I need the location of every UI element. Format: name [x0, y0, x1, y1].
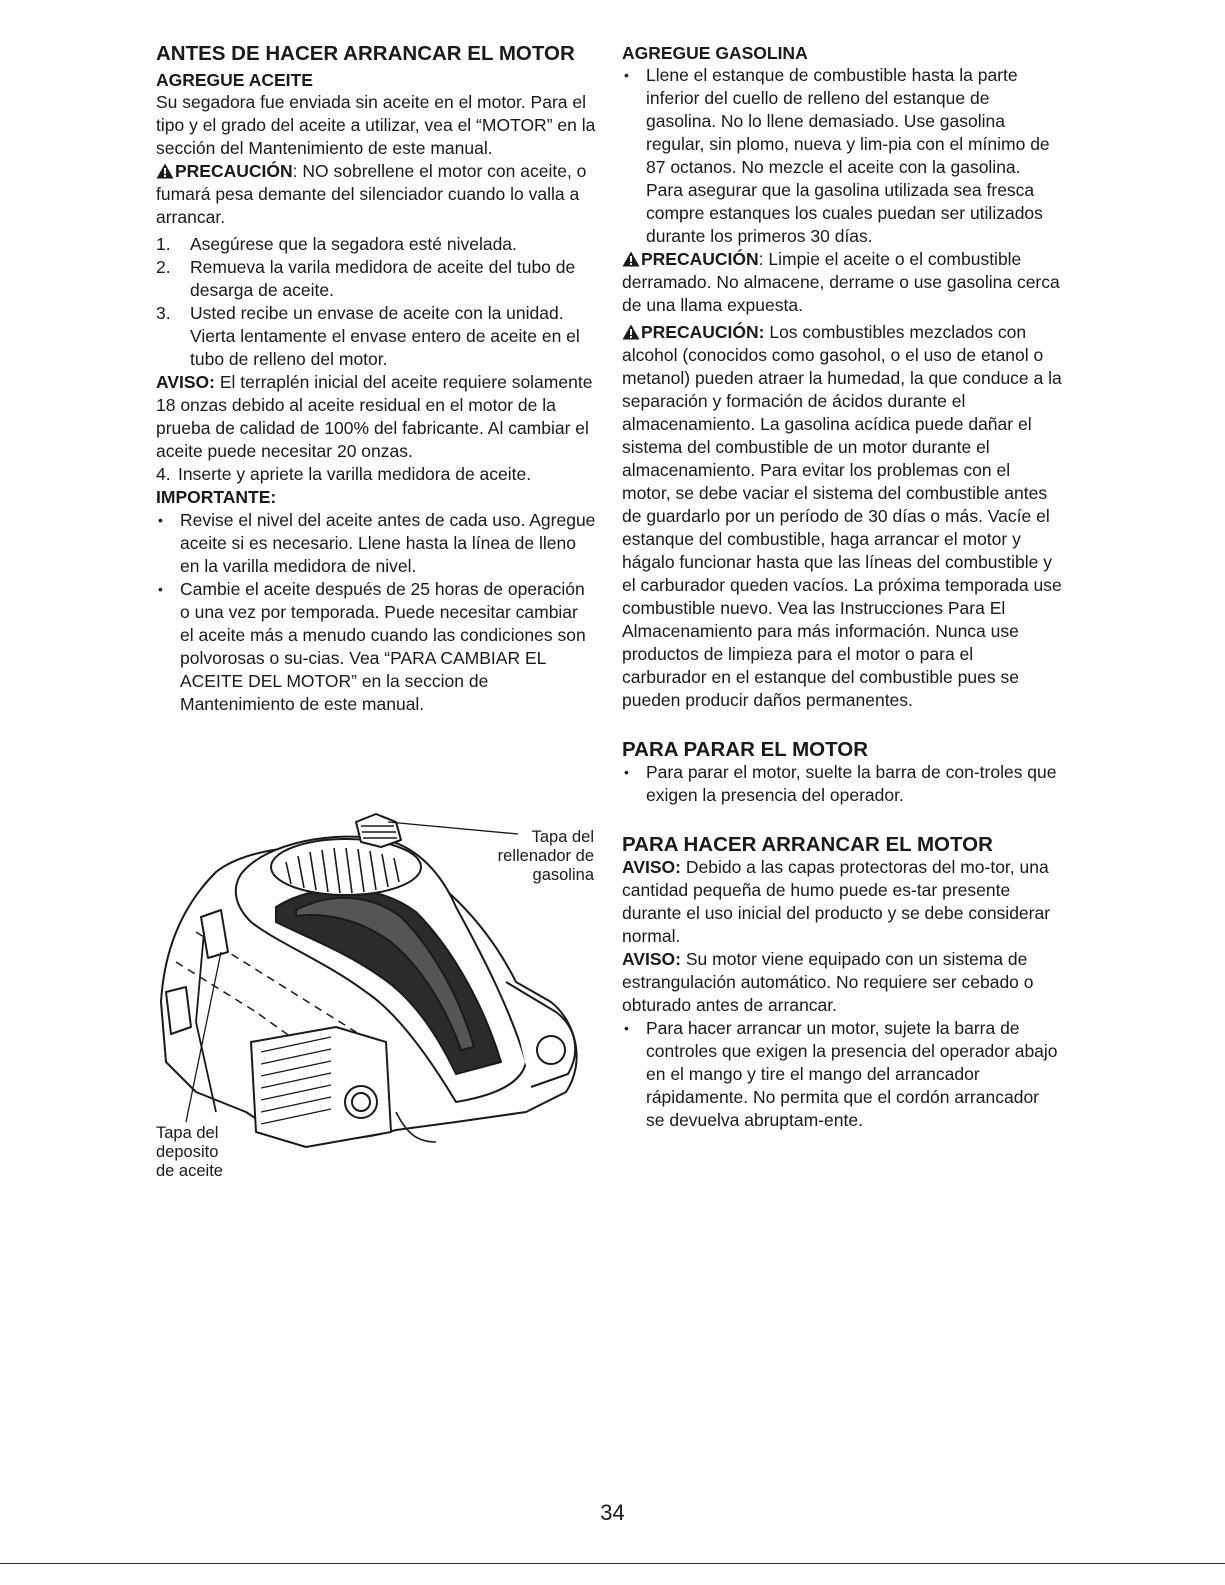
- heading-start-engine: PARA HACER ARRANCAR EL MOTOR: [622, 833, 993, 856]
- list-item: 4. Inserte y apriete la varilla medidora de aceite.: [156, 464, 532, 484]
- start-bullets: [622, 1017, 1062, 1132]
- label-oil-cap: Tapa del deposito de aceite: [156, 1124, 223, 1180]
- heading-add-fuel: AGREGUE GASOLINA: [622, 43, 808, 63]
- list-item: • Para hacer arrancar un motor, sujete la barra de controles que exigen la presencia del operador abajo en el mango y tire el mango del arrancador rápidamente. No permita que el cordón arrancador se devuelva abruptam-ente.: [622, 1017, 1062, 1132]
- caution-label: PRECAUCIÓN:: [641, 322, 765, 342]
- warning-triangle-icon: [622, 324, 640, 340]
- important-bullets: [156, 509, 596, 716]
- oil-caution: [156, 160, 596, 229]
- page-number: 34: [600, 1500, 625, 1525]
- list-item: • Revise el nivel del aceite antes de cada uso. Agregue aceite si es necesario. Llene hasta la línea de lleno en la varilla medidora de nivel.: [156, 509, 596, 578]
- caution-label: PRECAUCIÓN: [641, 249, 759, 269]
- heading-add-oil: AGREGUE ACEITE: [156, 70, 313, 90]
- list-item: • Para parar el motor, suelte la barra de con-troles que exigen la presencia del operador.: [622, 761, 1062, 807]
- bottom-rule: [0, 1563, 1225, 1564]
- notice-label: AVISO:: [156, 372, 215, 392]
- warning-triangle-icon: [622, 251, 640, 267]
- section-title-before-starting: ANTES DE HACER ARRANCAR EL MOTOR: [156, 42, 575, 65]
- right-column: [622, 42, 1062, 1132]
- oil-notice: AVISO: El terraplén inicial del aceite requiere solamente 18 onzas debido al aceite residual en el motor de la prueba de calidad de 100% del fabricante. Al cambiar el aceite puede necesitar 20 onzas.: [156, 372, 593, 461]
- caution-text: : NO sobrellene el motor con aceite, o fumará pesa demante del silenciador cuando lo valla a arrancar.: [156, 161, 587, 227]
- notice-label: AVISO:: [622, 857, 681, 877]
- heading-stop-engine: PARA PARAR EL MOTOR: [622, 738, 869, 761]
- caution-label: PRECAUCIÓN: [175, 161, 293, 181]
- engine-illustration: [156, 812, 596, 1180]
- start-notice-1: AVISO: Debido a las capas protectoras del mo-tor, una cantidad pequeña de humo puede es-tar presente durante el uso inicial del producto y se debe considerar normal.: [622, 857, 1051, 946]
- list-item: • Cambie el aceite después de 25 horas de operación o una vez por temporada. Puede necesitar cambiar el aceite más a menudo cuando las condiciones son polvorosas o su-cias. Vea “PARA CAMBIAR EL ACEITE DEL MOTOR” en la seccion de Mantenimiento de este manual.: [156, 578, 596, 716]
- label-fuel-cap: Tapa del rellenador de gasolina: [497, 828, 594, 884]
- fuel-caution-1: PRECAUCIÓN: Limpie el aceite o el combustible derramado. No almacene, derrame o use gasolina cerca de una llama expuesta.: [622, 249, 1060, 315]
- oil-steps-list: [156, 233, 596, 371]
- important-label: IMPORTANTE:: [156, 487, 277, 507]
- notice-label: AVISO:: [622, 949, 681, 969]
- stop-bullets: [622, 761, 1062, 807]
- list-item: 3. Usted recibe un envase de aceite con la unidad. Vierta lentamente el envase entero de aceite en el tubo de relleno del motor.: [156, 303, 580, 369]
- fuel-caution-2: PRECAUCIÓN: Los combustibles mezclados con alcohol (conocidos como gasohol, o el uso de etanol o metanol) pueden atraer la humedad, la que conduce a la separación y formación de ácidos durante el almacenamiento. La gasolina acídica puede dañar el sistema del combustible de un motor durante el almacenamiento. Para evitar los problemas con el motor, se debe vaciar el sistema del combustible antes de guardarlo por un período de 30 días o más. Vacíe el estanque del combustible, haga arrancar el motor y hágalo funcionar hasta que las líneas del combustible y el carburador queden vacíos. La próxima temporada use combustible nuevo. Vea las Instrucciones Para El Almacenamiento para más información. Nunca use productos de limpieza para el motor o para el carburador en el estanque del combustible pues se pueden producir daños permanentes.: [622, 322, 1062, 710]
- left-column: [156, 42, 596, 716]
- list-item: 2. Remueva la varila medidora de aceite del tubo de desarga de aceite.: [156, 257, 576, 300]
- list-item: • Llene el estanque de combustible hasta la parte inferior del cuello de relleno del estanque de gasolina. No lo llene demasiado. Use gasolina regular, sin plomo, nueva y lim-pia con el mínimo de 87 octanos. No mezcle el aceite con la gasolina. Para asegurar que la gasolina utilizada sea fresca compre estanques los cuales puedan ser utilizados durante los primeros 30 días.: [622, 64, 1062, 248]
- warning-triangle-icon: [156, 163, 174, 179]
- start-notice-2: AVISO: Su motor viene equipado con un sistema de estrangulación automático. No requiere ser cebado o obturado antes de arrancar.: [622, 949, 1034, 1015]
- list-item: 1. Asegúrese que la segadora esté nivelada.: [156, 234, 517, 254]
- fuel-bullets: [622, 64, 1062, 248]
- oil-intro-text: Su segadora fue enviada sin aceite en el motor. Para el tipo y el grado del aceite a utilizar, vea el “MOTOR” en la sección del Mantenimiento de este manual.: [156, 92, 596, 158]
